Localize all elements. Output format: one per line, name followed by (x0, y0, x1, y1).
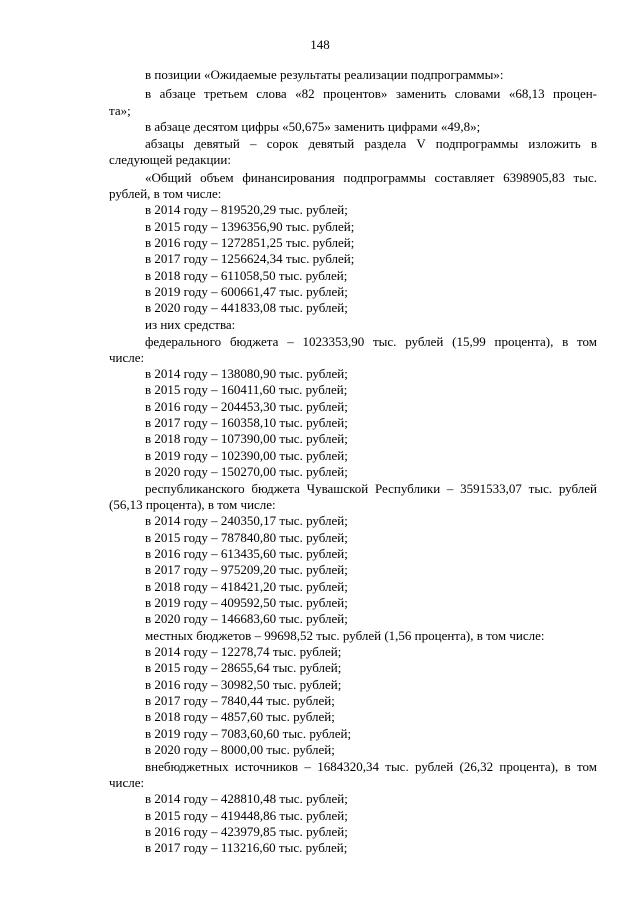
text-line: (56,13 процента), в том числе: (109, 497, 276, 512)
text-line: в 2020 году – 146683,60 тыс. рублей; (145, 611, 348, 626)
text-line: в 2018 году – 4857,60 тыс. рублей; (145, 709, 335, 724)
text-line: в 2015 году – 28655,64 тыс. рублей; (145, 660, 342, 675)
text-line: в 2014 году – 428810,48 тыс. рублей; (145, 791, 348, 806)
text-line: в 2019 году – 409592,50 тыс. рублей; (145, 595, 348, 610)
text-line: в 2015 году – 419448,86 тыс. рублей; (145, 808, 348, 823)
text-line: в 2018 году – 418421,20 тыс. рублей; (145, 579, 348, 594)
text-line: местных бюджетов – 99698,52 тыс. рублей (1,56 процента), в том числе: (145, 628, 545, 643)
text-line: в 2017 году – 1256624,34 тыс. рублей; (145, 251, 355, 266)
text-line: в 2014 году – 12278,74 тыс. рублей; (145, 644, 342, 659)
text-line: из них средства: (145, 317, 236, 332)
text-line: в 2017 году – 113216,60 тыс. рублей; (145, 840, 348, 855)
text-line: в 2018 году – 107390,00 тыс. рублей; (145, 431, 348, 446)
text-line: в 2020 году – 441833,08 тыс. рублей; (145, 300, 348, 315)
text-line: в 2016 году – 1272851,25 тыс. рублей; (145, 235, 355, 250)
text-line: федерального бюджета – 1023353,90 тыс. рублей (15,99 процента), в том (145, 334, 597, 349)
text-line: в 2016 году – 204453,30 тыс. рублей; (145, 399, 348, 414)
text-line: в абзаце третьем слова «82 процентов» заменить словами «68,13 процен- (145, 86, 597, 101)
text-line: в 2017 году – 975209,20 тыс. рублей; (145, 562, 348, 577)
text-line: в 2015 году – 1396356,90 тыс. рублей; (145, 219, 355, 234)
text-line: в 2014 году – 819520,29 тыс. рублей; (145, 202, 348, 217)
text-line: следующей редакции: (109, 152, 231, 167)
text-line: та»; (109, 103, 131, 118)
text-line: в 2020 году – 150270,00 тыс. рублей; (145, 464, 348, 479)
text-line: числе: (109, 775, 145, 790)
text-line: в 2016 году – 423979,85 тыс. рублей; (145, 824, 348, 839)
text-line: числе: (109, 350, 145, 365)
text-line: в 2016 году – 30982,50 тыс. рублей; (145, 677, 342, 692)
text-line: республиканского бюджета Чувашской Республики – 3591533,07 тыс. рублей (145, 481, 597, 496)
text-line: в позиции «Ожидаемые результаты реализации подпрограммы»: (145, 67, 504, 82)
text-line: в 2016 году – 613435,60 тыс. рублей; (145, 546, 348, 561)
text-line: в 2017 году – 7840,44 тыс. рублей; (145, 693, 335, 708)
text-line: в 2014 году – 240350,17 тыс. рублей; (145, 513, 348, 528)
text-line: в 2019 году – 600661,47 тыс. рублей; (145, 284, 348, 299)
text-line: в абзаце десятом цифры «50,675» заменить цифрами «49,8»; (145, 119, 481, 134)
page-number: 148 (310, 37, 330, 52)
text-line: в 2017 году – 160358,10 тыс. рублей; (145, 415, 348, 430)
text-line: внебюджетных источников – 1684320,34 тыс. рублей (26,32 процента), в том (145, 759, 597, 774)
text-line: в 2019 году – 102390,00 тыс. рублей; (145, 448, 348, 463)
text-line: в 2015 году – 787840,80 тыс. рублей; (145, 530, 348, 545)
text-line: в 2018 году – 611058,50 тыс. рублей; (145, 268, 348, 283)
text-line: в 2019 году – 7083,60,60 тыс. рублей; (145, 726, 352, 741)
text-line: абзацы девятый – сорок девятый раздела V подпрограммы изложить в (145, 136, 597, 151)
text-line: в 2015 году – 160411,60 тыс. рублей; (145, 382, 348, 397)
text-line: «Общий объем финансирования подпрограммы составляет 6398905,83 тыс. (145, 170, 597, 185)
text-line: в 2020 году – 8000,00 тыс. рублей; (145, 742, 335, 757)
text-line: рублей, в том числе: (109, 186, 222, 201)
text-line: в 2014 году – 138080,90 тыс. рублей; (145, 366, 348, 381)
